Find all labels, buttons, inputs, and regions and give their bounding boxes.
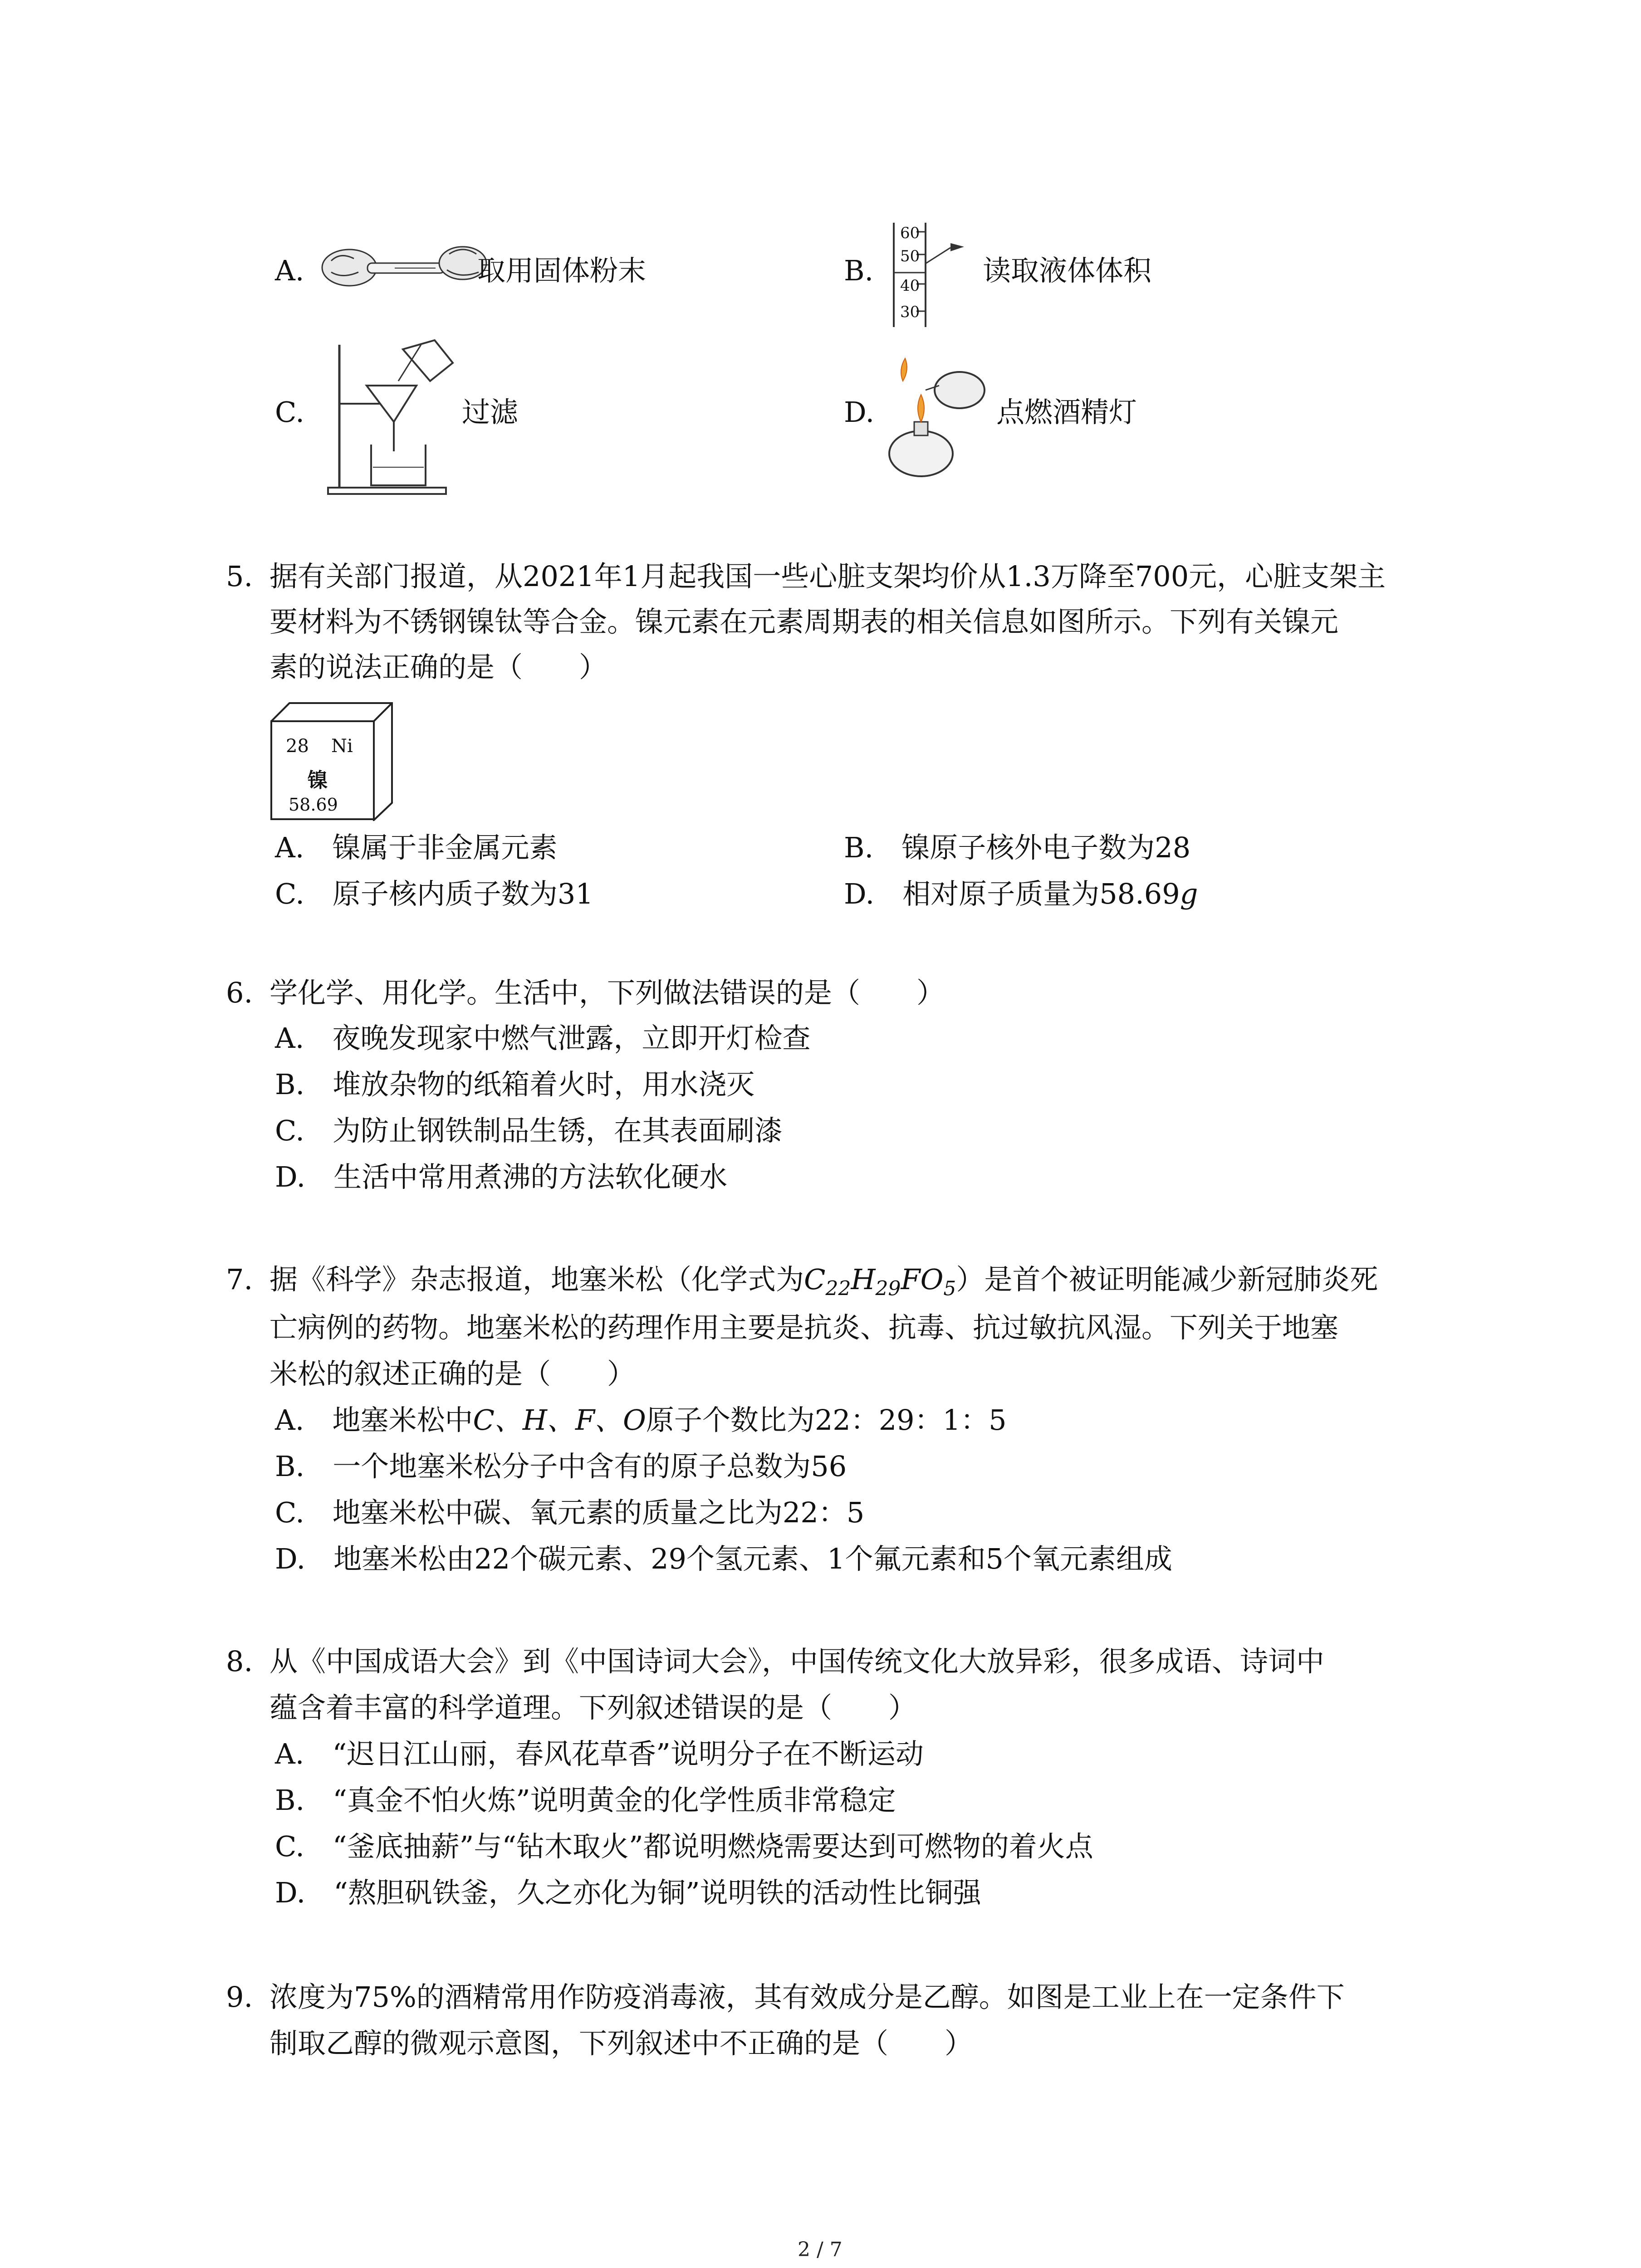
nickel-element-card — [270, 702, 393, 820]
q7-number: 7. — [226, 1263, 253, 1296]
q7-option-a-elements: C、H、F、O — [473, 1403, 646, 1437]
q5-stem-line-2: 要材料为不锈钢镍钛等合金。镍元素在元素周期表的相关信息如图所示。下列有关镍元 — [269, 605, 1339, 638]
q8-option-a: A. “迟日江山丽，春风花草香”说明分子在不断运动 — [275, 1737, 924, 1770]
element-card-3d-side — [373, 702, 393, 821]
q4-option-b-text: 读取液体体积 — [983, 254, 1152, 287]
q8-option-d: D. “熬胆矾铁釜，久之亦化为铜”说明铁的活动性比铜强 — [275, 1876, 981, 1909]
q5-option-d — [844, 877, 1198, 910]
q5-stem-line-3: 素的说法正确的是（ ） — [269, 650, 607, 684]
q7-stem-line-1 — [269, 1263, 1378, 1300]
q6-option-c: C. 为防止钢铁制品生锈，在其表面刷漆 — [275, 1114, 783, 1147]
q8-stem-line-1: 从《中国成语大会》到《中国诗词大会》，中国传统文化大放异彩，很多成语、诗词中 — [269, 1645, 1325, 1678]
q5-option-d-text: D. 相对原子质量为58.69 — [844, 877, 1180, 910]
q8-option-b: B. “真金不怕火炼”说明黄金的化学性质非常稳定 — [275, 1784, 896, 1817]
q7-stem-line-2: 亡病例的药物。地塞米松的药理作用主要是抗炎、抗毒、抗过敏抗风湿。下列关于地塞 — [269, 1311, 1339, 1344]
q4-option-d-text: 点燃酒精灯 — [996, 396, 1137, 429]
cylinder-tick-60: 60 — [900, 224, 920, 242]
q4-option-d-letter: D. — [844, 396, 875, 429]
q4-option-c-text: 过滤 — [462, 396, 519, 429]
q4-option-b-letter: B. — [844, 254, 874, 287]
q9-stem-line-2: 制取乙醇的微观示意图，下列叙述中不正确的是（ ） — [269, 2027, 973, 2060]
alcohol-lamp-illustration-icon — [885, 354, 998, 481]
q4-option-a-letter: A. — [275, 254, 304, 287]
q5-option-c: C. 原子核内质子数为31 — [275, 877, 593, 910]
chemical-formula: $C_{22}H_{29}FO_5$ — [804, 1263, 956, 1300]
q6-option-b: B. 堆放杂物的纸箱着火时，用水浇灭 — [275, 1068, 755, 1101]
element-symbol: Ni — [331, 736, 353, 757]
cylinder-tick-50: 50 — [900, 247, 920, 265]
q9-number: 9. — [226, 1980, 253, 2014]
q7-option-a: A. 地塞米松中C、H、F、O原子个数比为22：29：1：5 — [275, 1403, 1007, 1437]
filtration-apparatus-illustration-icon — [326, 336, 462, 499]
q5-number: 5. — [226, 560, 253, 593]
q7-stem-line-1-pre: 据《科学》杂志报道，地塞米松（化学式为 — [269, 1263, 804, 1296]
q4-option-c-letter: C. — [275, 396, 304, 429]
element-card-face — [270, 720, 375, 820]
element-atomic-number: 28 — [286, 736, 309, 757]
q4-option-a-text: 取用固体粉末 — [477, 254, 647, 287]
q8-option-c: C. “釜底抽薪”与“钻木取火”都说明燃烧需要达到可燃物的着火点 — [275, 1830, 1093, 1863]
q7-option-c: C. 地塞米松中碳、氧元素的质量之比为22：5 — [275, 1496, 865, 1529]
q5-option-d-unit: g — [1180, 877, 1198, 910]
q9-stem-line-1: 浓度为75%的酒精常用作防疫消毒液，其有效成分是乙醇。如图是工业上在一定条件下 — [269, 1980, 1345, 2014]
q6-number: 6. — [226, 976, 253, 1009]
q6-option-d: D. 生活中常用煮沸的方法软化硬水 — [275, 1160, 728, 1193]
q7-stem-line-3: 米松的叙述正确的是（ ） — [269, 1357, 636, 1390]
q5-stem-line-1: 据有关部门报道，从2021年1月起我国一些心脏支架均价从1.3万降至700元，心脏支架主 — [269, 560, 1386, 593]
cylinder-tick-40: 40 — [900, 277, 920, 295]
powder-spoon-illustration-icon — [318, 236, 490, 295]
element-name: 镍 — [308, 769, 328, 792]
q7-option-b: B. 一个地塞米松分子中含有的原子总数为56 — [275, 1450, 847, 1483]
q8-number: 8. — [226, 1645, 253, 1678]
page-number: 2 / 7 — [798, 2238, 843, 2261]
cylinder-tick-30: 30 — [900, 303, 920, 321]
q6-option-a: A. 夜晚发现家中燃气泄露，立即开灯检查 — [275, 1022, 811, 1055]
element-atomic-mass: 58.69 — [289, 795, 338, 815]
q8-stem-line-2: 蕴含着丰富的科学道理。下列叙述错误的是（ ） — [269, 1691, 917, 1724]
q5-option-a: A. 镍属于非金属元素 — [275, 831, 558, 864]
q5-option-b: B. 镍原子核外电子数为28 — [844, 831, 1191, 864]
q7-stem-line-1-post: ）是首个被证明能减少新冠肺炎死 — [956, 1263, 1378, 1296]
q6-stem: 学化学、用化学。生活中，下列做法错误的是（ ） — [269, 976, 945, 1009]
q7-option-d: D. 地塞米松由22个碳元素、29个氢元素、1个氟元素和5个氧元素组成 — [275, 1542, 1172, 1575]
